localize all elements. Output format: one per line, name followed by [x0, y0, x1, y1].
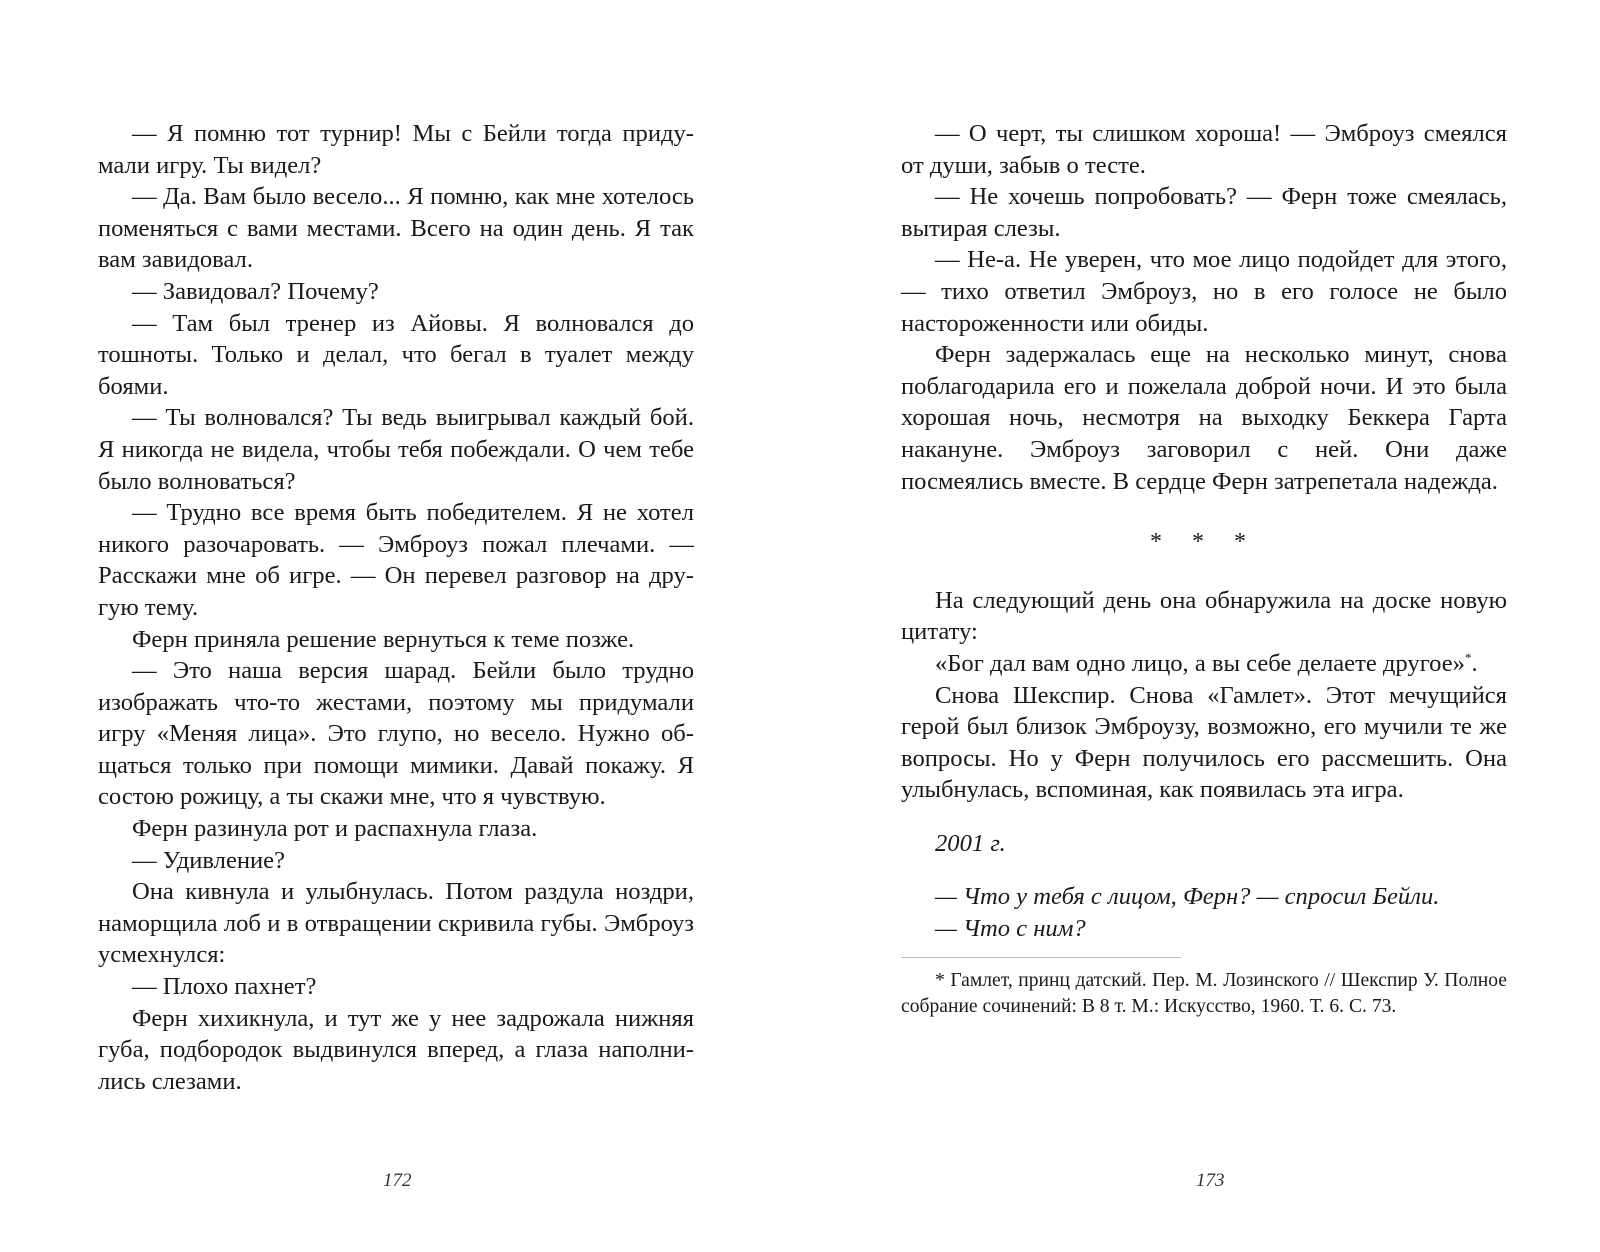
paragraph: — О черт, ты слишком хороша! — Эмброуз смеялся от души, забыв о тесте. — [901, 120, 1507, 179]
paragraph: Ферн задержалась еще на несколько минут, снова поблагодарила его и пожелала доброй ночи. И это была хорошая ночь, несмотря на выходку Беккера Гарта накануне. Эмброуз заговорил с ней. Они даже посмеялись вместе. В сердце Ферн затрепетала надежда. — [901, 341, 1507, 495]
section-separator: * * * — [1150, 529, 1258, 556]
paragraph: Ферн разинула рот и распахнула глаза. — [132, 815, 538, 843]
paragraph: — Не хочешь попробовать? — Ферн тоже смеялась, вытирая слезы. — [901, 183, 1507, 242]
paragraph: — Завидовал? Почему? — [132, 277, 379, 305]
paragraph: — Я помню тот турнир! Мы с Бейли тогда придумали игру. Ты видел? — [98, 120, 694, 179]
footnote-marker: * — [1464, 649, 1472, 665]
quote-paragraph — [901, 648, 1507, 680]
paragraph: — Удивление? — [132, 846, 286, 874]
quote-text: «Бог дал вам одно лицо, а вы себе делаете другое» — [935, 649, 1465, 677]
paragraph: — Плохо пахнет? — [132, 973, 317, 1001]
page-number-right: 173 — [1196, 1170, 1225, 1191]
paragraph: — Ты волновался? Ты ведь выигрывал каждый бой. Я никогда не видела, чтобы тебя побеждали. О чем тебе было волноваться? — [98, 404, 694, 495]
footnote: * Гамлет, принц датский. Пер. М. Лозинского // Шекспир У. Полное собрание сочинений: В 8 т. М.: Искусство, 1960. Т. 6. С. 73. — [901, 969, 1507, 1017]
footnote-divider — [901, 957, 1181, 958]
paragraph: Снова Шекспир. Снова «Гамлет». Этот мечущийся герой был близок Эмброузу, возможно, его мучили те же вопросы. Но у Ферн получилось его рассмешить. Она улыбнулась, вспоминая, как появилась эта игра. — [901, 681, 1507, 804]
paragraph: — Это наша версия шарад. Бейли было трудно изображать что-то жестами, поэтому мы придумали игру «Меняя лица». Это глупо, но весело. Нужно общаться только при помощи мимики. Давай покажу. Я состою рожицу, а ты скажи мне, что я чувствую. — [98, 657, 694, 811]
page-number-left: 172 — [383, 1170, 412, 1191]
paragraph: На следующий день она обнаружила на доске новую цитату: — [901, 586, 1507, 646]
paragraph: Она кивнула и улыбнулась. Потом раздула ноздри, наморщила лоб и в отвращении скривила губы. Эмброуз усмехнулся: — [98, 878, 694, 969]
paragraph: — Там был тренер из Айовы. Я волновался до тошноты. Только и делал, что бегал в туалет между боями. — [98, 309, 694, 400]
paragraph: — Не-а. Не уверен, что мое лицо подойдет для этого, — тихо ответил Эмброуз, но в его голосе не было настороженности или обиды. — [901, 246, 1507, 337]
paragraph: — Трудно все время быть победителем. Я не хотел никого разочаровать. — Эмброуз пожал плечами. — Расскажи мне об игре. — Он перевел разговор на другую тему. — [98, 499, 694, 621]
right-page — [901, 118, 1507, 1020]
left-page — [98, 118, 694, 1097]
italic-dialogue-line: — Что с ним? — [935, 915, 1086, 943]
paragraph: Ферн хихикнула, и тут же у нее задрожала нижняя губа, подбородок выдвинулся вперед, а глаза наполнились слезами. — [98, 1004, 694, 1095]
quote-end: . — [1471, 649, 1478, 677]
paragraph: Ферн приняла решение вернуться к теме позже. — [132, 625, 635, 653]
italic-dialogue-line: — Что у тебя с лицом, Ферн? — спросил Бейли. — [935, 883, 1440, 911]
paragraph: — Да. Вам было весело... Я помню, как мне хотелось поменяться с вами местами. Всего на один день. Я так вам завидовал. — [98, 183, 694, 274]
dateline: 2001 г. — [935, 829, 1006, 857]
